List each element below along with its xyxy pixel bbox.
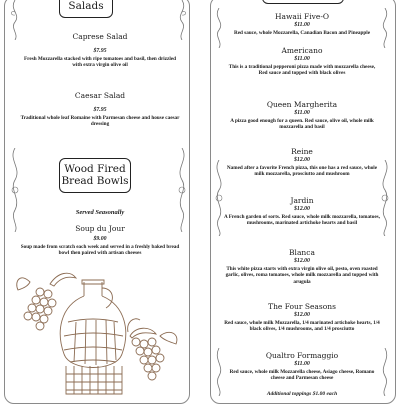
item-description: A pizza good enough for a queen. Red sauce, olive oil, whole milk mozzarella and basil [230, 118, 374, 131]
item-description: A French garden of sorts. Red sauce, whole milk mozzarella, tomatoes, mushrooms, marinated artichoke hearts and basil [224, 214, 380, 227]
flourish-ornament-icon [174, 148, 190, 232]
salads-title: Salads [68, 0, 104, 12]
menu-item [224, 12, 380, 36]
item-description: Soup made from scratch each week and served in a freshly baked bread bowl then paired with artisan cheeses [20, 244, 180, 257]
served-seasonally-note: Served Seasonally [75, 209, 125, 216]
wine-jug-grapes-illustration [10, 262, 190, 400]
item-name: Jardin [290, 196, 314, 205]
item-price: $11.00 [294, 110, 310, 116]
item-price: $11.00 [294, 361, 310, 367]
additional-toppings-note: Additional toppings $1.00 each [266, 391, 338, 397]
menu-item [224, 196, 380, 227]
item-description: This white pizza starts with extra virgin olive oil, pesto, oven roasted garlic, olives, roma tomatoes, whole milk mozzarella and topped with arugula [225, 266, 379, 285]
item-name: Caprese Salad [72, 32, 128, 41]
item-name: Qualtro Formaggio [265, 351, 339, 360]
item-price: $11.00 [294, 22, 310, 28]
item-name: Caesar Salad [74, 91, 126, 100]
item-price: $12.00 [294, 258, 310, 264]
item-price: $9.00 [93, 236, 107, 242]
item-description: Red sauce, whole milk Mozzarella, 1/4 marinated artichoke hearts, 1/4 black olives, 1/4 mushrooms, and 1/4 prosciutto [224, 320, 380, 333]
menu-item [224, 351, 380, 382]
item-name: Hawaii Five-O [274, 12, 330, 21]
bread-bowls-title: Wood Fired Bread Bowls [61, 163, 129, 187]
menu-item [224, 100, 380, 131]
right-menu-page [204, 0, 400, 400]
item-description: This is a traditional pepperoni pizza made with mozzarella cheese, Red sauce and topped with black olives [228, 64, 376, 77]
item-description: Red sauce, whole milk Mozzarella cheese, Asiago cheese, Romano cheese and Parmesan cheese [229, 369, 375, 382]
item-price: $7.95 [93, 107, 107, 113]
item-description: Red sauce, whole Mozzarella, Canadian Bacon and Pineapple [233, 30, 371, 36]
menu-item [20, 32, 180, 69]
item-description: Traditional whole leaf Romaine with Parmesan cheese and house caesar dressing [20, 115, 180, 128]
left-menu-page [0, 0, 196, 400]
menu-item [224, 302, 380, 333]
page-gutter [196, 0, 204, 400]
item-name: Blanca [289, 248, 315, 257]
item-description: Fresh Mozzarella stacked with ripe tomatoes and basil, then drizzled with extra virgin olive oil [24, 56, 176, 69]
pizza-heading-box [262, 0, 344, 4]
item-price: $12.00 [294, 206, 310, 212]
flourish-ornament-icon [378, 160, 392, 236]
flourish-ornament-icon [7, 148, 23, 232]
item-price: $7.95 [93, 48, 107, 54]
salads-heading [59, 0, 113, 18]
menu-item [224, 46, 380, 77]
flourish-ornament-icon [378, 348, 392, 396]
item-description: Named after a favorite French pizza, this one has a red sauce, whole milk mozzarella, prosciutto and mushroom [226, 165, 378, 178]
item-name: Queen Margherita [266, 100, 338, 109]
item-name: Soup du Jour [75, 224, 125, 233]
item-price: $11.00 [294, 56, 310, 62]
item-name: Americano [281, 46, 323, 55]
item-price: $12.00 [294, 312, 310, 318]
item-name: The Four Seasons [268, 302, 336, 311]
item-name: Reine [291, 147, 313, 156]
menu-item [20, 224, 180, 257]
item-price: $12.00 [294, 157, 310, 163]
bread-bowls-heading [59, 158, 131, 193]
flourish-ornament-icon [378, 8, 392, 48]
menu-item [20, 91, 180, 128]
menu-item [224, 147, 380, 178]
menu-item [224, 248, 380, 285]
